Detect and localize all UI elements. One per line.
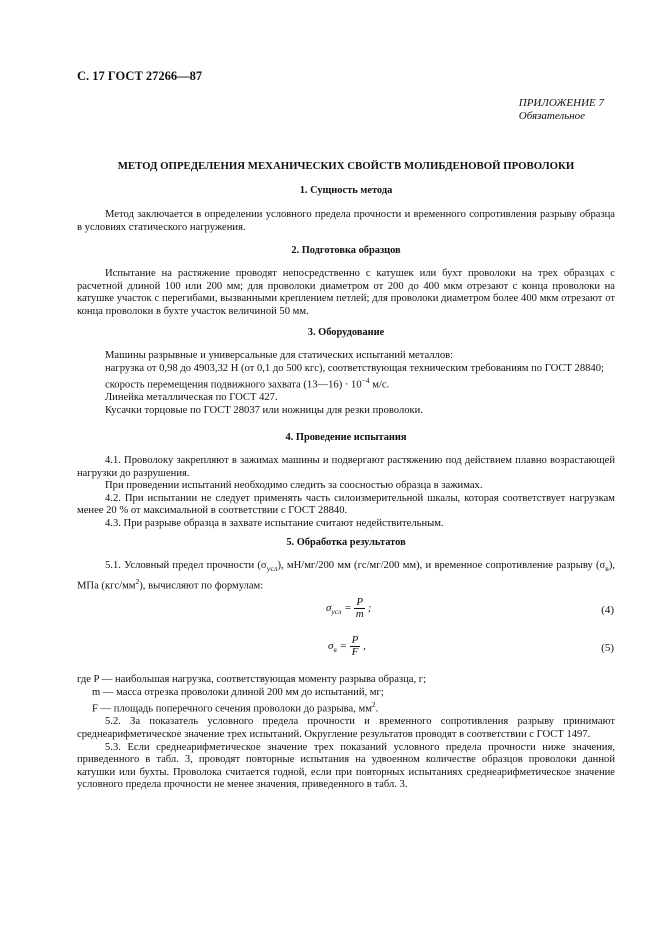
formula-5: $\sigma_в$ = $\frac{P}{F}$ , (328, 634, 366, 658)
appendix-number: ПРИЛОЖЕНИЕ 7 (518, 97, 604, 109)
section-3-body (77, 350, 615, 418)
clause-4-1: 4.1. Проволоку закрепляют в зажимах машины и подвергают растяжению под действием плавно возрастающей нагрузки до разрушения. (77, 455, 615, 479)
page-header: С. 17 ГОСТ 27266—87 (77, 69, 203, 83)
clause-4-3: 4.3. При разрыве образца в захвате испытание считают недействительным. (105, 517, 444, 529)
section-3-heading: 3. Оборудование (307, 327, 385, 338)
section-4-heading: 4. Проведение испытания (285, 432, 407, 443)
equipment-load: нагрузка от 0,98 до 4903,32 Н (от 0,1 до 500 кгс), соответствующая техническим требованиям по ГОСТ 28840; (105, 362, 604, 374)
legend-m: m — масса отрезка проволоки длиной 200 мм до испытаний, мг; (92, 686, 384, 698)
equipment-cutters: Кусачки торцовые по ГОСТ 28037 или ножницы для резки проволоки. (105, 404, 424, 416)
appendix-status: Обязательное (518, 110, 586, 122)
section-4-body (77, 455, 615, 531)
equipment-ruler: Линейка металлическая по ГОСТ 427. (105, 392, 278, 404)
equipment-speed: скорость перемещения подвижного захвата (13—16) · $10^{-4}$ м/с. (105, 376, 390, 391)
formula-4-number: (4) (601, 604, 614, 616)
clause-4-2: 4.2. При испытании не следует применять часть силоизмерительной шкалы, которая соответствует нагрузкам менее 20 % от максимальной в соответствии с ГОСТ 28840. (77, 492, 615, 517)
clause-5-3: 5.3. Если среднеарифметическое значение трех показаний условного предела прочности ниже значения, приведенного в табл. 3, проводят повторные испытания на удвоенном количестве образцов проволоки данной катушки или бухты. Проволока считается годной, если при повторных испытаниях среднеарифметическое значение условного предела прочности не менее значения, приведенного в табл. 3. (77, 741, 615, 791)
section-5-heading: 5. Обработка результатов (286, 537, 406, 548)
equipment-machines: Машины разрывные и универсальные для статических испытаний металлов: (105, 350, 454, 361)
section-1-heading: 1. Сущность метода (299, 185, 393, 196)
section-2-text: Испытание на растяжение проводят непосредственно с катушек или бухт проволоки на трех образцах с расчетной длиной 100 или 200 мм; для проволоки диаметром от 200 до 400 мкм отрезают с конца проволоки на катушке участок с перегибами, вызванными креплением петлей; для проволоки диаметром более 400 мкм отрезают от конца проволоки в бухте участок величиной 50 мм. (77, 268, 615, 317)
clause-4-1-note: При проведении испытаний необходимо следить за соосностью образца в зажимах. (105, 480, 483, 492)
formula-5-number: (5) (601, 642, 614, 654)
legend-p: где P — наибольшая нагрузка, соответствующая моменту разрыва образца, г; (77, 674, 427, 685)
formula-4: $\sigma_{усл}$ = $\frac{P}{m}$ ; (326, 596, 372, 620)
variables-legend (77, 674, 615, 792)
section-2-heading: 2. Подготовка образцов (291, 245, 401, 256)
document-title: МЕТОД ОПРЕДЕЛЕНИЯ МЕХАНИЧЕСКИХ СВОЙСТВ МОЛИБДЕНОВОЙ ПРОВОЛОКИ (117, 160, 575, 172)
appendix-label (519, 97, 604, 123)
legend-f: F — площадь поперечного сечения проволоки до разрыва, $мм^2$. (92, 700, 379, 715)
section-1-text: Метод заключается в определении условного предела прочности и временного сопротивления разрыву образца в условиях статического нагружения. (77, 209, 615, 233)
clause-5-2: 5.2. За показатель условного предела прочности и временного сопротивления разрыву принимают среднеарифметическое значение трех испытаний. Округление результатов проводят в соответствии с ГОСТ 1497. (77, 716, 615, 740)
clause-5-1: 5.1. Условный предел прочности $(\sigma_{усл})$, мН/мг/200 мм (гс/мг/200 мм), и временное сопротивление разрыву $(\sigma_в)$, МПа $(кгс/мм^2)$, вычисляют по формулам: (77, 560, 615, 592)
